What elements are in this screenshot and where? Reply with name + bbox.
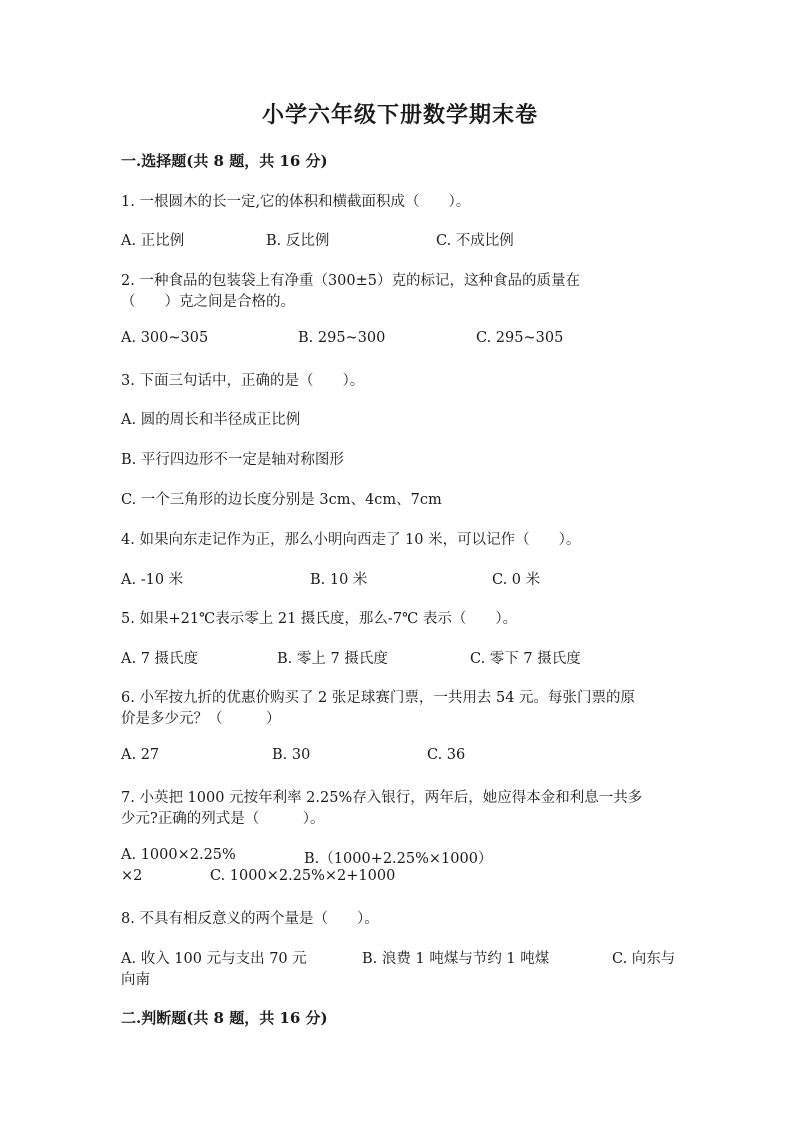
- question-4-option-a: A. -10 米: [121, 572, 184, 588]
- question-2-option-b: B. 295~300: [298, 330, 386, 346]
- question-8-text: 8. 不具有相反意义的两个量是（ ）。: [121, 911, 379, 927]
- question-6-text-line-2: 价是多少元？（ ）: [121, 711, 281, 727]
- question-3-text: 3. 下面三句话中，正确的是（ ）。: [121, 373, 365, 389]
- exam-title: 小学六年级下册数学期末卷: [261, 102, 538, 128]
- question-5-option-b: B. 零上 7 摄氏度: [277, 651, 388, 667]
- question-2-text-line-2: （ ）克之间是合格的。: [121, 294, 295, 310]
- question-5-option-c: C. 零下 7 摄氏度: [470, 651, 581, 667]
- question-2-option-a: A. 300~305: [121, 330, 209, 346]
- question-4-option-c: C. 0 米: [492, 572, 541, 588]
- question-8-option-c: C. 向东与: [612, 951, 676, 967]
- question-8-option-a: A. 收入 100 元与支出 70 元: [121, 951, 307, 967]
- question-1-option-c: C. 不成比例: [436, 233, 514, 249]
- question-3-option-a: A. 圆的周长和半径成正比例: [121, 412, 301, 428]
- question-7-text-line-1: 7. 小英把 1000 元按年利率 2.25%存入银行，两年后，她应得本金和利息一共多: [121, 790, 643, 806]
- question-5-text: 5. 如果+21℃表示零上 21 摄氏度，那么-7℃ 表示（ ）。: [121, 611, 518, 627]
- question-3-option-b: B. 平行四边形不一定是轴对称图形: [121, 452, 344, 468]
- section-heading-judgement: 二.判断题(共 8 题，共 16 分): [121, 1009, 328, 1027]
- question-1-option-a: A. 正比例: [121, 233, 185, 249]
- question-7-option-b: B.（1000+2.25%×1000）: [304, 851, 493, 867]
- question-6-text-line-1: 6. 小军按九折的优惠价购买了 2 张足球赛门票，一共用去 54 元。每张门票的原: [121, 690, 636, 706]
- question-2-text-line-1: 2. 一种食品的包装袋上有净重（300±5）克的标记，这种食品的质量在: [121, 273, 580, 289]
- question-7-option-a: A. 1000×2.25%: [121, 847, 236, 863]
- question-6-option-b: B. 30: [272, 747, 311, 763]
- question-2-option-c: C. 295~305: [476, 330, 564, 346]
- question-8-option-c-continued: 向南: [121, 972, 150, 988]
- question-6-option-c: C. 36: [427, 747, 466, 763]
- question-3-option-c: C. 一个三角形的边长度分别是 3cm、4cm、7cm: [121, 492, 442, 508]
- question-7-option-b-continued: ×2: [121, 868, 143, 884]
- question-4-text: 4. 如果向东走记作为正，那么小明向西走了 10 米，可以记作（ ）。: [121, 532, 581, 548]
- question-5-option-a: A. 7 摄氏度: [121, 651, 199, 667]
- question-4-option-b: B. 10 米: [310, 572, 368, 588]
- question-1-option-b: B. 反比例: [266, 233, 330, 249]
- question-6-option-a: A. 27: [121, 747, 160, 763]
- question-1-text: 1. 一根圆木的长一定,它的体积和横截面积成（ ）。: [121, 194, 471, 210]
- section-heading-choice: 一.选择题(共 8 题，共 16 分): [121, 152, 328, 170]
- question-7-text-line-2: 少元?正确的列式是（ ）。: [121, 811, 325, 827]
- question-8-option-b: B. 浪费 1 吨煤与节约 1 吨煤: [362, 951, 550, 967]
- question-7-option-c: C. 1000×2.25%×2+1000: [210, 868, 396, 884]
